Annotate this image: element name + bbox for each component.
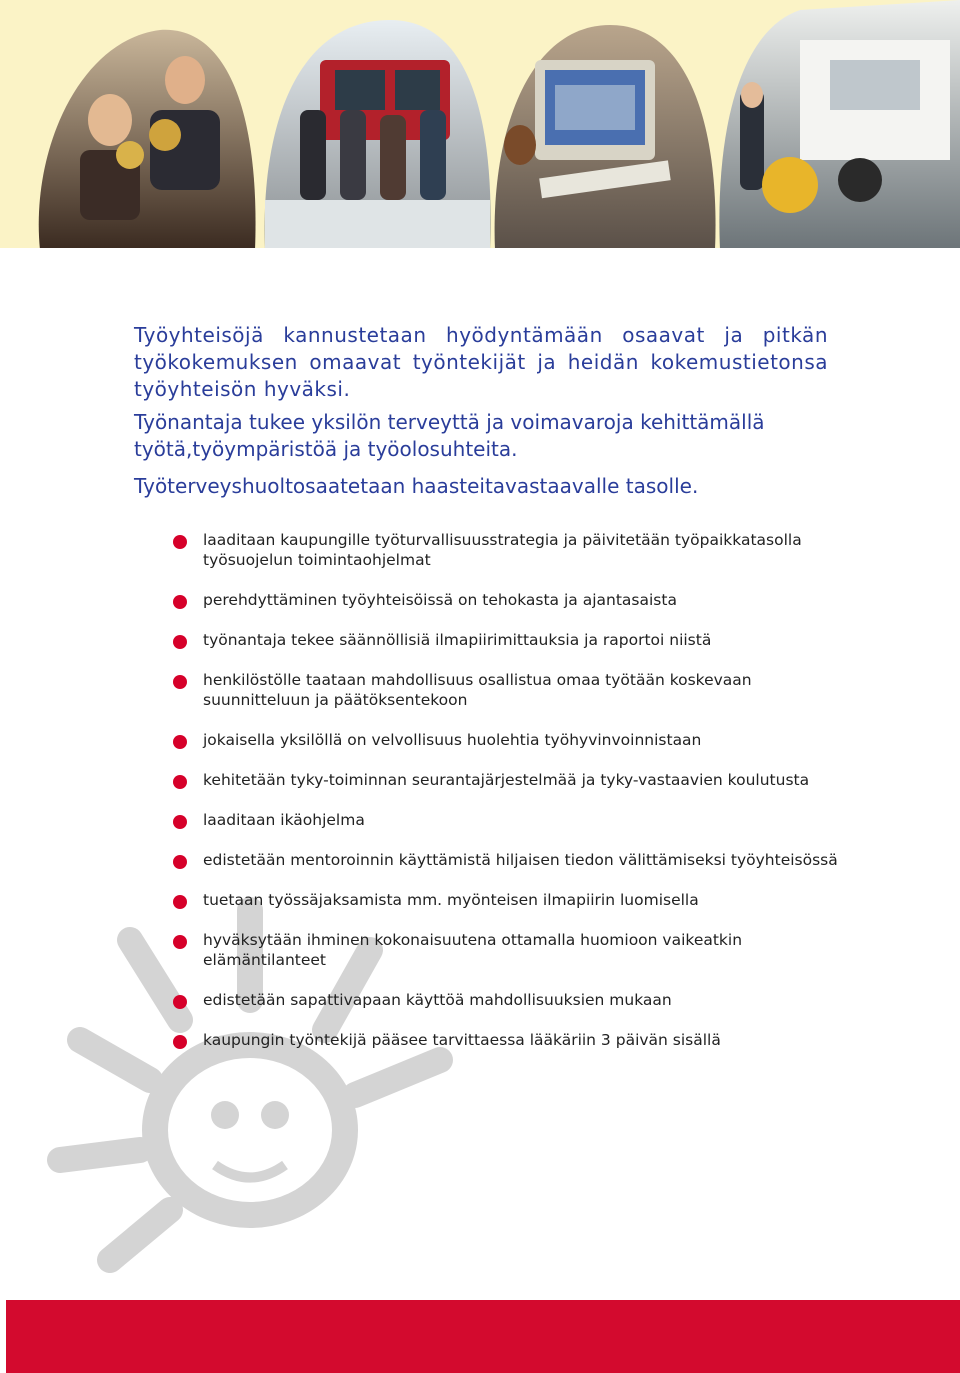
bullet-text: edistetään mentoroinnin käyttämistä hiljaisen tiedon välittämiseksi työyhteisössä [203,851,838,869]
footer-red-bar [0,1300,960,1373]
bullet-text: perehdyttäminen työyhteisöissä on tehokasta ja ajantasaista [203,591,677,609]
intro-paragraph-2: Työnantaja tukee yksilön terveyttä ja voimavaroja kehittämällä työtä,työympäristöä ja työolosuhteita. [134,410,765,461]
computer-monitor-photo [495,25,716,250]
bullet-text: hyväksytään ihminen kokonaisuutena ottamalla huomioon vaikeatkin elämäntilanteet [203,931,743,969]
bullet-item [173,810,853,830]
bullet-item [173,930,853,970]
bullet-dot-icon [173,735,187,749]
bullet-text: kehitetään tyky-toiminnan seurantajärjestelmää ja tyky-vastaavien koulutusta [203,771,810,789]
bullet-dot-icon [173,815,187,829]
bullet-text: laaditaan ikäohjelma [203,811,365,829]
bullet-dot-icon [173,895,187,909]
bullet-dot-icon [173,635,187,649]
street-sweeper-photo [719,0,960,250]
header-photo-collage [0,0,960,250]
bullet-dot-icon [173,675,187,689]
brass-band-photo [39,30,256,250]
banner-divider [0,248,960,262]
intro-text [134,322,828,500]
bullet-dot-icon [173,775,187,789]
bullet-item [173,770,853,790]
bullet-dot-icon [173,935,187,949]
bullet-item [173,590,853,610]
tractor-group-photo [265,20,491,250]
bullet-item [173,890,853,910]
intro-paragraph-3: Työterveyshuoltosaatetaan haasteitavastaavalle tasolle. [134,474,699,498]
bullet-item [173,990,853,1010]
bullet-list [173,530,853,1070]
bullet-item [173,850,853,870]
bullet-text: edistetään sapattivapaan käyttöä mahdollisuuksien mukaan [203,991,672,1009]
bullet-dot-icon [173,995,187,1009]
bullet-text: työnantaja tekee säännöllisiä ilmapiirimittauksia ja raportoi niistä [203,631,712,649]
bullet-item [173,730,853,750]
bullet-item [173,530,853,570]
bullet-item [173,630,853,650]
bullet-text: kaupungin työntekijä pääsee tarvittaessa lääkäriin 3 päivän sisällä [203,1031,721,1049]
bullet-dot-icon [173,1035,187,1049]
intro-paragraph-1: Työyhteisöjä kannustetaan hyödyntämään osaavat ja pitkän työkokemuksen omaavat työntekijät ja heidän kokemustietonsa työyhteisön hyväksi. [134,323,828,401]
bullet-text: laaditaan kaupungille työturvallisuusstrategia ja päivitetään työpaikkatasolla työsuojelun toimintaohjelmat [203,531,802,569]
bullet-text: tuetaan työssäjaksamista mm. myönteisen ilmapiirin luomisella [203,891,699,909]
bullet-item [173,1030,853,1050]
bullet-text: jokaisella yksilöllä on velvollisuus huolehtia työhyvinvoinnistaan [203,731,702,749]
bullet-dot-icon [173,535,187,549]
bullet-text: henkilöstölle taataan mahdollisuus osallistua omaa työtään koskevaan suunnitteluun ja päätöksentekoon [203,671,752,709]
bullet-dot-icon [173,855,187,869]
footer-edge [0,1300,6,1373]
bullet-item [173,670,853,710]
bullet-dot-icon [173,595,187,609]
